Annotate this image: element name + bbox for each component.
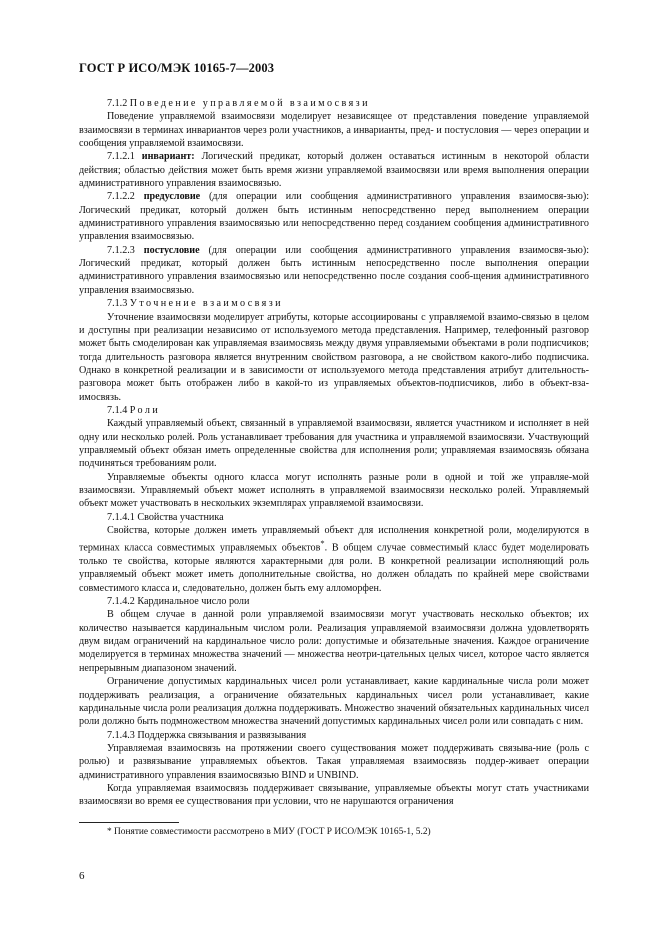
paragraph: Поведение управляемой взаимосвязи моделирует независящее от представления поведение управляемой взаимосвязи в терминах инвариантов через роли участников, а инварианты, пред- и постусловия — через операции и сообщения управляемой взаимосвязи. bbox=[79, 111, 589, 150]
defined-term: инвариант: bbox=[141, 151, 195, 163]
definition-precondition bbox=[79, 190, 589, 243]
section-number: 7.1.4.2 bbox=[107, 596, 135, 608]
footnote-divider bbox=[79, 822, 179, 823]
paragraph: Управляемые объекты одного класса могут исполнять разные роли в одной и той же управляе-мой взаимосвязи. Управляемый объект может исполнять в управляемой взаимосвязи несколько ролей. Управляемый объект может участвовать в нескольких экземплярах управляемой взаимосвязи. bbox=[79, 471, 589, 510]
section-number: 7.1.2.2 bbox=[107, 191, 135, 203]
paragraph: Каждый управляемый объект, связанный в управляемой взаимосвязи, является участником и исполняет в ней одну или несколько ролей. Роль устанавливает требования для участника и управляемой взаимосвязи. Участвующий управляемый объект обязан иметь определенные свойства для исполнения роли; управляемая взаимосвязь обязана подчиняться требованиям роли. bbox=[79, 418, 589, 470]
definition-text: (для операции или сообщения административного управления взаимосвя-зью): Логический предикат, который должен быть истинным непосредственно перед выполнением операции административного управления взаимосвязью или непосредственно перед созданием сообщения административного управления взаимосвязью. bbox=[79, 191, 590, 243]
section-number: 7.1.2.1 bbox=[107, 151, 135, 163]
paragraph-text: Свойства, которые должен иметь управляемый объект для исполнения конкретной роли, моделируются в терминах класса совместимых управляемых объектов bbox=[79, 525, 589, 554]
section-title: Поведение управляемой взаимосвязи bbox=[129, 98, 370, 109]
definition-text: Логический предикат, который должен оставаться истинным в некоторой области действия; областью действия может быть время жизни управляемой взаимосвязи или время выполнения операции административного управления взаимосвязью. bbox=[79, 151, 590, 190]
section-title: Свойства участника bbox=[137, 511, 224, 523]
definition-postcondition bbox=[79, 244, 589, 297]
section-number: 7.1.4.1 bbox=[107, 511, 135, 523]
paragraph: Ограничение допустимых кардинальных чисел роли устанавливает, какие кардинальные числа роли может поддерживать реализация, а ограничение обязательных кардинальных чисел роли устанавливает, какие кардинальные числа роли реализация должна поддерживать. Множество значений обязательных кардинальных чисел роли должно быть подмножеством множества значений допустимых кардинальных чисел роли или совпадать с ним. bbox=[79, 676, 589, 728]
paragraph-text: . В общем случае совместимый класс будет моделировать только те свойства, которые являются характерными для роли. В конкретной реализации исполняющий роль управляемый объект может иметь дополнительные свойства, но должен обладать по крайней мере свойствами совместимого класса и, следовательно, должен быть ему алломорфен. bbox=[79, 542, 589, 594]
paragraph: В общем случае в данной роли управляемой взаимосвязи могут участвовать несколько объектов; их количество называется кардинальным числом роли. Реализация управляемой взаимосвязи должна удовлетворять двум видам ограничений на кардинальное число роли: допустимые и обязательные значения. Каждое ограничение моделируется в терминах множества значений — множества неотри-цательных целых чисел, которое часто является непрерывным диапазоном значений. bbox=[79, 609, 589, 674]
section-title: Уточнение взаимосвязи bbox=[129, 298, 283, 310]
paragraph bbox=[79, 524, 589, 595]
defined-term: предусловие bbox=[143, 191, 201, 203]
section-number: 7.1.3 bbox=[107, 298, 128, 310]
section-number: 7.1.4 bbox=[107, 404, 128, 416]
section-title: Роли bbox=[129, 404, 161, 416]
section-number: 7.1.2 bbox=[107, 98, 128, 109]
heading-7-1-4-1 bbox=[79, 511, 589, 524]
heading-7-1-4 bbox=[79, 404, 589, 417]
paragraph: Уточнение взаимосвязи моделирует атрибуты, которые ассоциированы с управляемой взаимо-связью в целом и доступны при реализации независимо от используемого метода представления. Например, телефонный разговор может быть смоделирован как управляемая взаимосвязь между двумя управляемыми объектами в роли подписчиков; тогда длительность разговора является внутренним свойством разговора, а не свойством какого-либо подписчика. Однако в конкретной реализации и в зависимости от используемого метода представления атрибут длительность-разговора может быть отображен либо в какой-то из управляемых объектов-подписчиков, либо в объект-вза-имосвязь. bbox=[79, 311, 589, 403]
heading-7-1-4-2 bbox=[79, 595, 589, 608]
document-body bbox=[79, 97, 589, 809]
footnote-marker: * bbox=[320, 538, 325, 549]
page-number: 6 bbox=[79, 870, 85, 882]
heading-7-1-2 bbox=[79, 97, 589, 110]
defined-term: постусловие bbox=[143, 244, 200, 256]
section-number: 7.1.2.3 bbox=[107, 244, 135, 256]
definition-invariant bbox=[79, 150, 589, 190]
heading-7-1-4-3 bbox=[79, 729, 589, 742]
footnote: * Понятие совместимости рассмотрено в МИУ (ГОСТ Р ИСО/МЭК 10165-1, 5.2) bbox=[107, 827, 431, 837]
heading-7-1-3 bbox=[79, 297, 589, 310]
page-header: ГОСТ Р ИСО/МЭК 10165-7—2003 bbox=[79, 61, 275, 75]
definition-text: (для операции или сообщения административного управления взаимосвя-зью): Логический предикат, который должен быть истинным непосредственно после выполнения операции административного управления взаимосвязью или непосредственно после создания сооб-щения административного управления взаимосвязью. bbox=[79, 244, 590, 296]
section-title: Поддержка связывания и развязывания bbox=[137, 729, 307, 741]
paragraph: Когда управляемая взаимосвязь поддерживает связывание, управляемые объекты могут стать участниками взаимосвязи во время ее существования при условии, что не нарушаются ограничения bbox=[79, 782, 589, 808]
paragraph: Управляемая взаимосвязь на протяжении своего существования может поддерживать связыва-ние (роль с ролью) и развязывание управляемых объектов. Такая управляемая взаимосвязь поддер-живает операции административного управления взаимосвязью BIND и UNBIND. bbox=[79, 742, 589, 781]
section-title: Кардинальное число роли bbox=[137, 596, 250, 608]
section-number: 7.1.4.3 bbox=[107, 729, 135, 741]
